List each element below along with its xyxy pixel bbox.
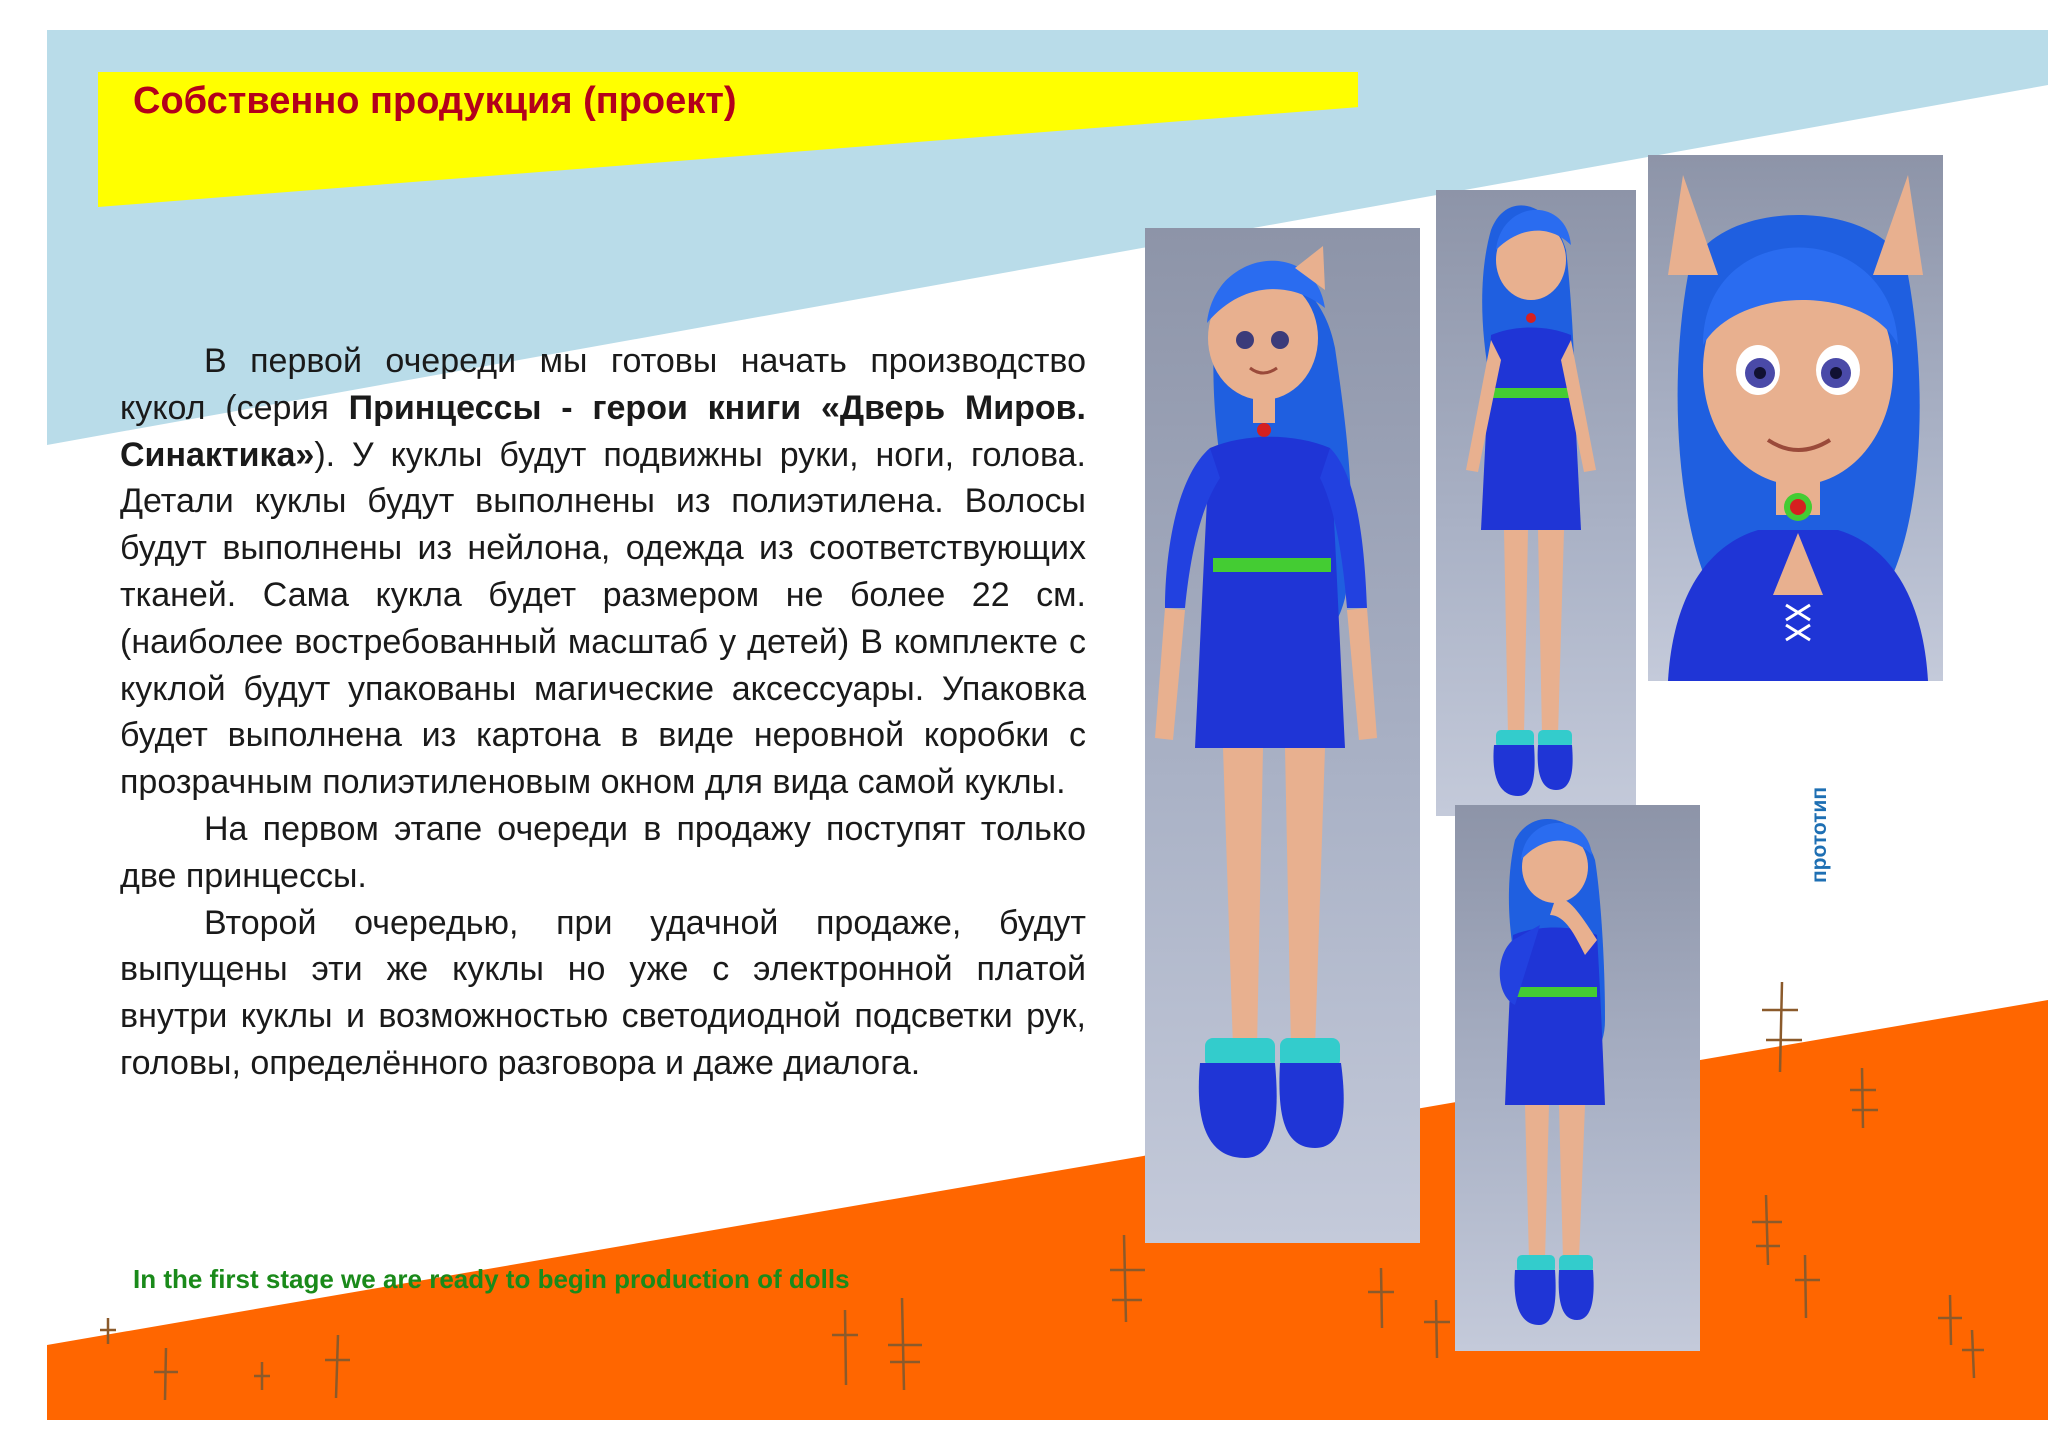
doll-pose-drawing: [1455, 805, 1700, 1351]
doll-front-image: [1145, 228, 1420, 1243]
paragraph-1: [120, 338, 1086, 806]
paragraph-1-start: В первой очереди мы готовы начать производство кукол (серия: [120, 342, 1086, 427]
doll-portrait-drawing: [1648, 155, 1943, 681]
paragraph-3: Второй очередью, при удачной продаже, будут выпущены эти же куклы но уже с электронной платой внутри куклы и возможностью светодиодной подсветки рук, головы, определённого разговора и даже диалога.: [120, 903, 1086, 1082]
prototype-label: прототип: [1808, 786, 1831, 883]
doll-front-drawing: [1145, 228, 1420, 1243]
description-text: [120, 338, 1086, 1087]
slide-title: Собственно продукция (проект): [133, 80, 737, 122]
doll-full-image: [1436, 190, 1636, 816]
doll-portrait-image: [1648, 155, 1943, 681]
series-name: Принцессы - герои книги «Дверь Миров. Синактика»: [120, 388, 1086, 474]
doll-full-drawing: [1436, 190, 1636, 816]
doll-pose-image: [1455, 805, 1700, 1351]
paragraph-1-end: ). У куклы будут подвижны руки, ноги, голова. Детали куклы будут выполнены из полиэтилена. Волосы будут выполнены из нейлона, одежда из соответствующих тканей. Сама кукла будет размером не более 22 см. (наиболее востребованный масштаб у детей) В комплекте с куклой будут упакованы магические аксессуары. Упаковка будет выполнена из картона в виде неровной коробки с прозрачным полиэтиленовым окном для вида самой куклы.: [120, 435, 1086, 802]
english-caption: In the first stage we are ready to begin production of dolls: [133, 1264, 850, 1294]
paragraph-2: На первом этапе очереди в продажу поступят только две принцессы.: [120, 809, 1086, 895]
